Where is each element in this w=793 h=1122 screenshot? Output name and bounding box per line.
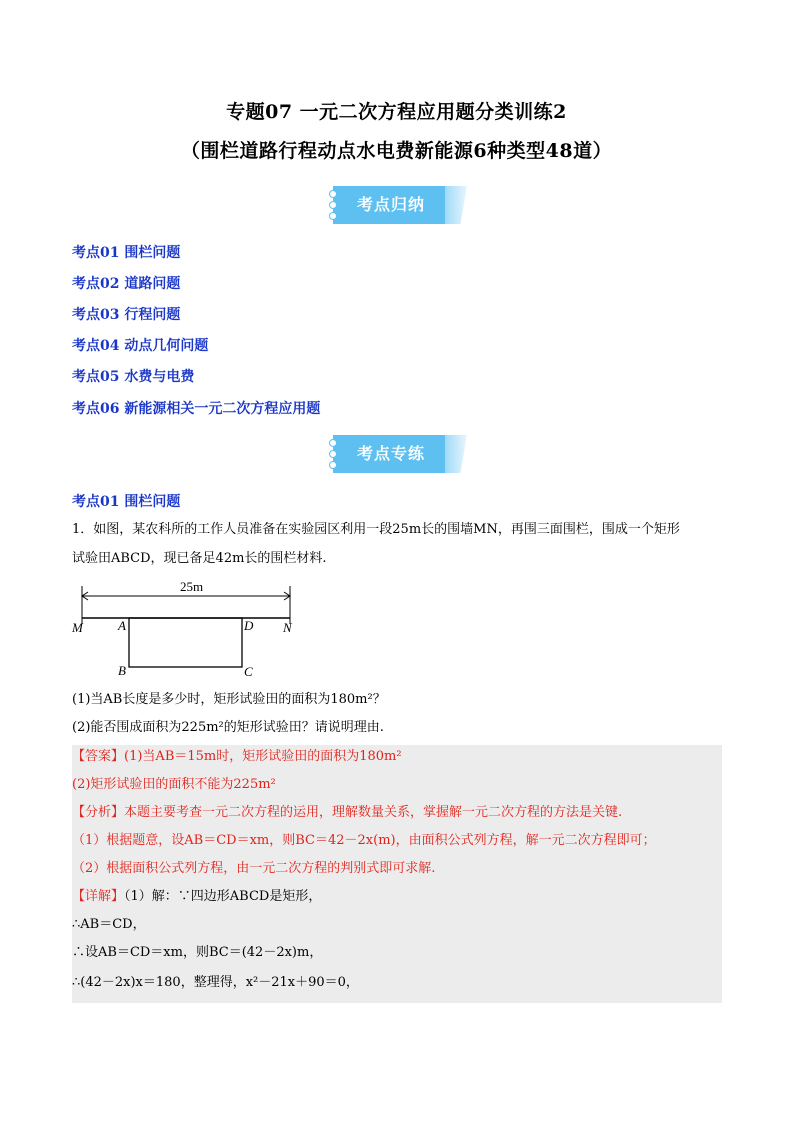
summary-item-5[interactable]: 考点05 水费与电费 <box>72 369 195 385</box>
summary-item-3[interactable]: 考点03 行程问题 <box>72 307 181 323</box>
analysis-step-1: （1）根据题意，设AB＝CD＝xm，则BC＝42－2x(m)，由面积公式列方程，解一元二次方程即可； <box>72 833 656 848</box>
section-heading: 考点01 围栏问题 <box>72 494 181 510</box>
summary-item-6[interactable]: 考点06 新能源相关一元二次方程应用题 <box>72 401 321 417</box>
summary-item-1[interactable]: 考点01 围栏问题 <box>72 245 181 261</box>
summary-item-2[interactable]: 考点02 道路问题 <box>72 276 181 292</box>
problem-stem-line2: 试验田ABCD，现已备足42m长的围栏材料. <box>72 551 327 566</box>
page-title: 专题07 一元二次方程应用题分类训练2 <box>226 101 567 123</box>
summary-badge-label: 考点归纳 <box>356 195 425 214</box>
binder-dots-icon <box>327 439 335 472</box>
question-1: (1)当AB长度是多少时，矩形试验田的面积为180m²？ <box>72 692 386 707</box>
question-2: (2)能否围成面积为225m²的矩形试验田？请说明理由. <box>72 720 384 735</box>
answer-line-1 <box>72 747 402 767</box>
practice-badge-label: 考点专练 <box>356 444 425 463</box>
analysis-text: 本题主要考查一元二次方程的运用，理解数量关系，掌握解一元二次方程的方法是关键. <box>124 805 623 820</box>
detail-1: （1）解：∵四边形ABCD是矩形， <box>124 889 322 904</box>
summary-badge <box>327 186 467 224</box>
problem-stem-line1: 1．如图，某农科所的工作人员准备在实验园区利用一段25m长的围墙MN，再围三面围栏，围成一个矩形 <box>72 522 680 537</box>
detail-line-1 <box>72 887 321 907</box>
answer-2: (2)矩形试验田的面积不能为225m² <box>72 777 276 792</box>
fence-length-label: 25m <box>180 579 204 594</box>
label-d: D <box>244 618 254 633</box>
answer-tag: 【答案】 <box>72 749 125 764</box>
binder-dots-icon <box>327 190 335 223</box>
analysis-tag: 【分析】 <box>72 805 125 820</box>
label-c: C <box>244 664 253 679</box>
analysis-line <box>72 803 622 823</box>
detail-3: ∴设AB＝CD＝xm，则BC＝(42－2x)m， <box>72 945 323 960</box>
detail-2: ∴AB＝CD， <box>72 917 146 932</box>
analysis-step-2: （2）根据面积公式列方程，由一元二次方程的判别式即可求解. <box>72 861 436 876</box>
label-n: N <box>283 620 292 635</box>
label-m: M <box>72 620 83 635</box>
label-a: A <box>118 618 126 633</box>
practice-badge <box>327 435 467 473</box>
plot-abcd <box>129 618 242 667</box>
page-subtitle: （围栏道路行程动点水电费新能源6种类型48道） <box>180 140 613 162</box>
fence-diagram <box>70 574 300 682</box>
label-b: B <box>118 663 126 678</box>
detail-tag: 【详解】 <box>72 889 125 904</box>
answer-1: (1)当AB＝15m时，矩形试验田的面积为180m² <box>124 749 402 764</box>
summary-item-4[interactable]: 考点04 动点几何问题 <box>72 338 209 354</box>
detail-4: ∴(42－2x)x＝180，整理得，x²－21x＋90＝0， <box>72 975 359 990</box>
